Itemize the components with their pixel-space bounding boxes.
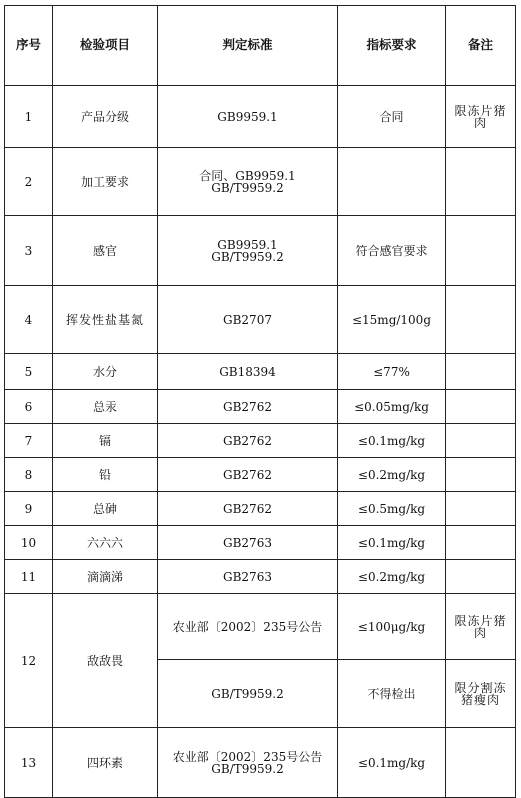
row-item: 铅 [53, 458, 158, 492]
row-remark [446, 390, 516, 424]
row-standard: GB/T9959.2 [158, 660, 338, 728]
table-row [5, 526, 516, 560]
row-item: 四环素 [53, 728, 158, 798]
row-standard: GB2762 [158, 458, 338, 492]
row-no: 4 [5, 286, 53, 354]
row-item: 镉 [53, 424, 158, 458]
row-no: 5 [5, 354, 53, 390]
table-header-row [5, 6, 516, 86]
standard-line: GB/T9959.2 [211, 249, 284, 264]
row-standard: GB9959.1 [158, 86, 338, 148]
row-item: 总砷 [53, 492, 158, 526]
row-remark: 限分割冻猪瘦肉 [446, 660, 516, 728]
row-item: 产品分级 [53, 86, 158, 148]
row-requirement: ≤0.05mg/kg [338, 390, 446, 424]
row-standard [158, 216, 338, 286]
row-item: 总汞 [53, 390, 158, 424]
row-no: 9 [5, 492, 53, 526]
row-item: 滴滴涕 [53, 560, 158, 594]
row-no: 3 [5, 216, 53, 286]
row-no: 7 [5, 424, 53, 458]
inspection-standards-table [4, 5, 516, 798]
row-remark [446, 286, 516, 354]
header-standard: 判定标准 [158, 6, 338, 86]
standard-line: 合同、GB9959.1 [199, 168, 296, 183]
row-requirement: ≤77% [338, 354, 446, 390]
row-no: 11 [5, 560, 53, 594]
standard-line: 农业部〔2002〕235号公告 [172, 749, 323, 764]
table-row [5, 148, 516, 216]
row-no: 8 [5, 458, 53, 492]
table-row [5, 728, 516, 798]
row-item: 六六六 [53, 526, 158, 560]
row-remark [446, 148, 516, 216]
header-item: 检验项目 [53, 6, 158, 86]
standard-line: GB/T9959.2 [211, 761, 284, 776]
row-requirement: 符合感官要求 [338, 216, 446, 286]
header-remark: 备注 [446, 6, 516, 86]
row-no: 2 [5, 148, 53, 216]
table-row [5, 354, 516, 390]
row-remark [446, 216, 516, 286]
table-row [5, 560, 516, 594]
row-standard: GB2762 [158, 492, 338, 526]
row-requirement: ≤15mg/100g [338, 286, 446, 354]
row-standard: GB18394 [158, 354, 338, 390]
row-no: 1 [5, 86, 53, 148]
table-row [5, 594, 516, 660]
table-row [5, 216, 516, 286]
row-remark [446, 728, 516, 798]
row-item: 感官 [53, 216, 158, 286]
row-standard: 农业部〔2002〕235号公告 [158, 594, 338, 660]
row-no: 13 [5, 728, 53, 798]
row-standard: GB2707 [158, 286, 338, 354]
row-remark [446, 560, 516, 594]
table-row [5, 424, 516, 458]
row-no: 6 [5, 390, 53, 424]
table-row [5, 492, 516, 526]
row-remark [446, 354, 516, 390]
table-row [5, 390, 516, 424]
table-row [5, 458, 516, 492]
row-item: 水分 [53, 354, 158, 390]
row-requirement: 不得检出 [338, 660, 446, 728]
row-standard: GB2763 [158, 526, 338, 560]
header-requirement: 指标要求 [338, 6, 446, 86]
row-requirement: ≤100μg/kg [338, 594, 446, 660]
row-standard: GB2762 [158, 390, 338, 424]
row-requirement: ≤0.5mg/kg [338, 492, 446, 526]
row-no: 12 [5, 594, 53, 728]
row-requirement: ≤0.1mg/kg [338, 728, 446, 798]
standard-line: GB/T9959.2 [211, 180, 284, 195]
row-requirement [338, 148, 446, 216]
row-item: 挥发性盐基氮 [53, 286, 158, 354]
row-standard [158, 728, 338, 798]
row-standard [158, 148, 338, 216]
row-remark [446, 458, 516, 492]
row-item: 加工要求 [53, 148, 158, 216]
row-requirement: 合同 [338, 86, 446, 148]
table-row [5, 286, 516, 354]
row-standard: GB2763 [158, 560, 338, 594]
standard-line: GB9959.1 [217, 237, 278, 252]
table-row [5, 86, 516, 148]
row-no: 10 [5, 526, 53, 560]
row-remark: 限冻片猪肉 [446, 86, 516, 148]
row-remark [446, 424, 516, 458]
row-remark [446, 492, 516, 526]
row-requirement: ≤0.2mg/kg [338, 560, 446, 594]
row-requirement: ≤0.2mg/kg [338, 458, 446, 492]
row-standard: GB2762 [158, 424, 338, 458]
header-no: 序号 [5, 6, 53, 86]
row-requirement: ≤0.1mg/kg [338, 526, 446, 560]
row-item: 敌敌畏 [53, 594, 158, 728]
row-remark: 限冻片猪肉 [446, 594, 516, 660]
row-requirement: ≤0.1mg/kg [338, 424, 446, 458]
row-remark [446, 526, 516, 560]
